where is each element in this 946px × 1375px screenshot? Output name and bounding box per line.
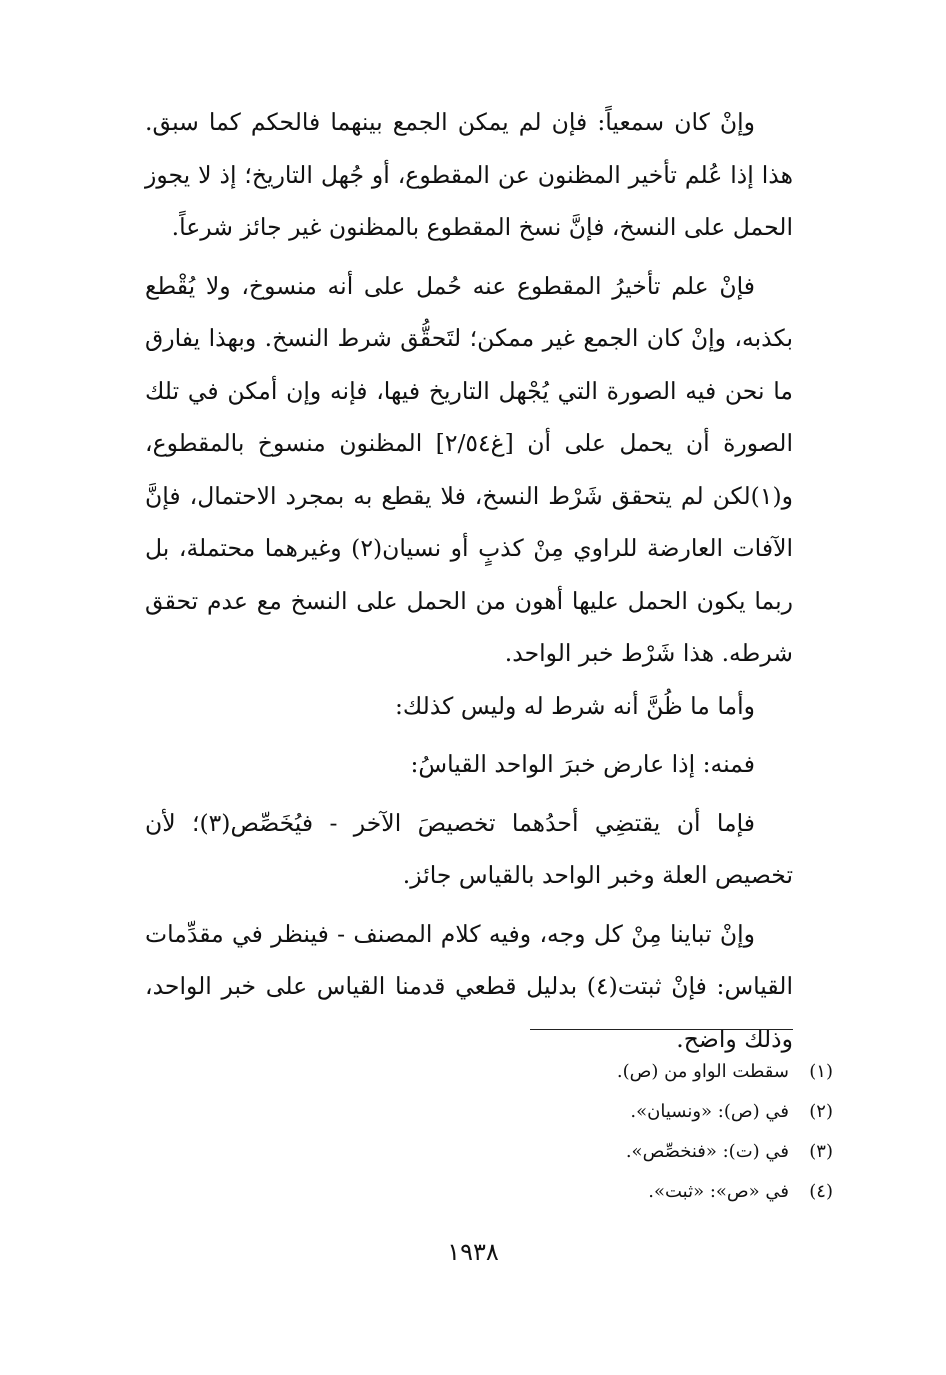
footnotes [300, 1052, 833, 1212]
paragraph-3: وأما ما ظُنَّ أنه شرط له وليس كذلك: [394, 691, 755, 720]
footnote-2 [300, 1092, 833, 1132]
footnote-number: (٢) [809, 1101, 833, 1122]
paragraph-2: فإنْ علم تأخيرُ المقطوع عنه حُمل على أنه منسوخ، ولا يُقْطع بكذبه، وإنْ كان الجمع غير ممكن؛ لتَحقُّق شرط النسخ. وبهذا يفارق ما نحن فيه الصورة التي يُجْهل التاريخ فيها، فإنه وإن أمكن في تلك الصورة أن يحمل على أن [غ٢/٥٤] المظنون منسوخ بالمقطوع، و(١)لكن لم يتحقق شَرْط النسخ، فلا يقطع به بمجرد الاحتمال، فإنَّ الآفات العارضة للراوي مِنْ كذبٍ أو نسيان(٢) وغيرهما محتملة، بل ربما يكون الحمل عليها أهون من الحمل على النسخ مع عدم تحقق شرطه. هذا شَرْط خبر الواحد. [145, 271, 794, 667]
footnote-number: (٤) [809, 1181, 833, 1202]
footnote-number: (١) [809, 1061, 833, 1082]
page-number: ١٩٣٨ [447, 1238, 499, 1266]
footnote-3 [300, 1132, 833, 1172]
main-text [145, 96, 793, 1065]
footnote-text: في (ت): «فنخصِّص». [625, 1141, 789, 1162]
footnote-text: في «ص»: «ثبت». [648, 1181, 789, 1202]
footnote-4 [300, 1172, 833, 1212]
paragraph-5: فإما أن يقتضِي أحدُهما تخصيصَ الآخر - فيُخَصِّص(٣)؛ لأن تخصيص العلة وخبر الواحد بالقياس جائز. [145, 808, 793, 889]
footnote-number: (٣) [809, 1141, 833, 1162]
footnote-text: في (ص): «ونسيان». [630, 1101, 789, 1122]
footnote-divider [530, 1029, 793, 1030]
footnote-1 [300, 1052, 833, 1092]
paragraph-4: فمنه: إذا عارض خبرَ الواحد القياسُ: [410, 750, 755, 778]
paragraph-6: وإنْ تباينا مِنْ كل وجه، وفيه كلام المصنف - فينظر في مقدِّمات القياس: فإنْ ثبتت(٤) بدليل قطعي قدمنا القياس على خبر الواحد، وذلك واضح. [145, 919, 793, 1053]
paragraph-1: وإنْ كان سمعياً: فإن لم يمكن الجمع بينهما فالحكم كما سبق. هذا إذا عُلم تأخير المظنون عن المقطوع، أو جُهل التاريخ؛ إذ لا يجوز الحمل على النسخ، فإنَّ نسخ المقطوع بالمظنون غير جائز شرعاً. [145, 108, 793, 241]
footnote-text: سقطت الواو من (ص). [616, 1061, 789, 1082]
